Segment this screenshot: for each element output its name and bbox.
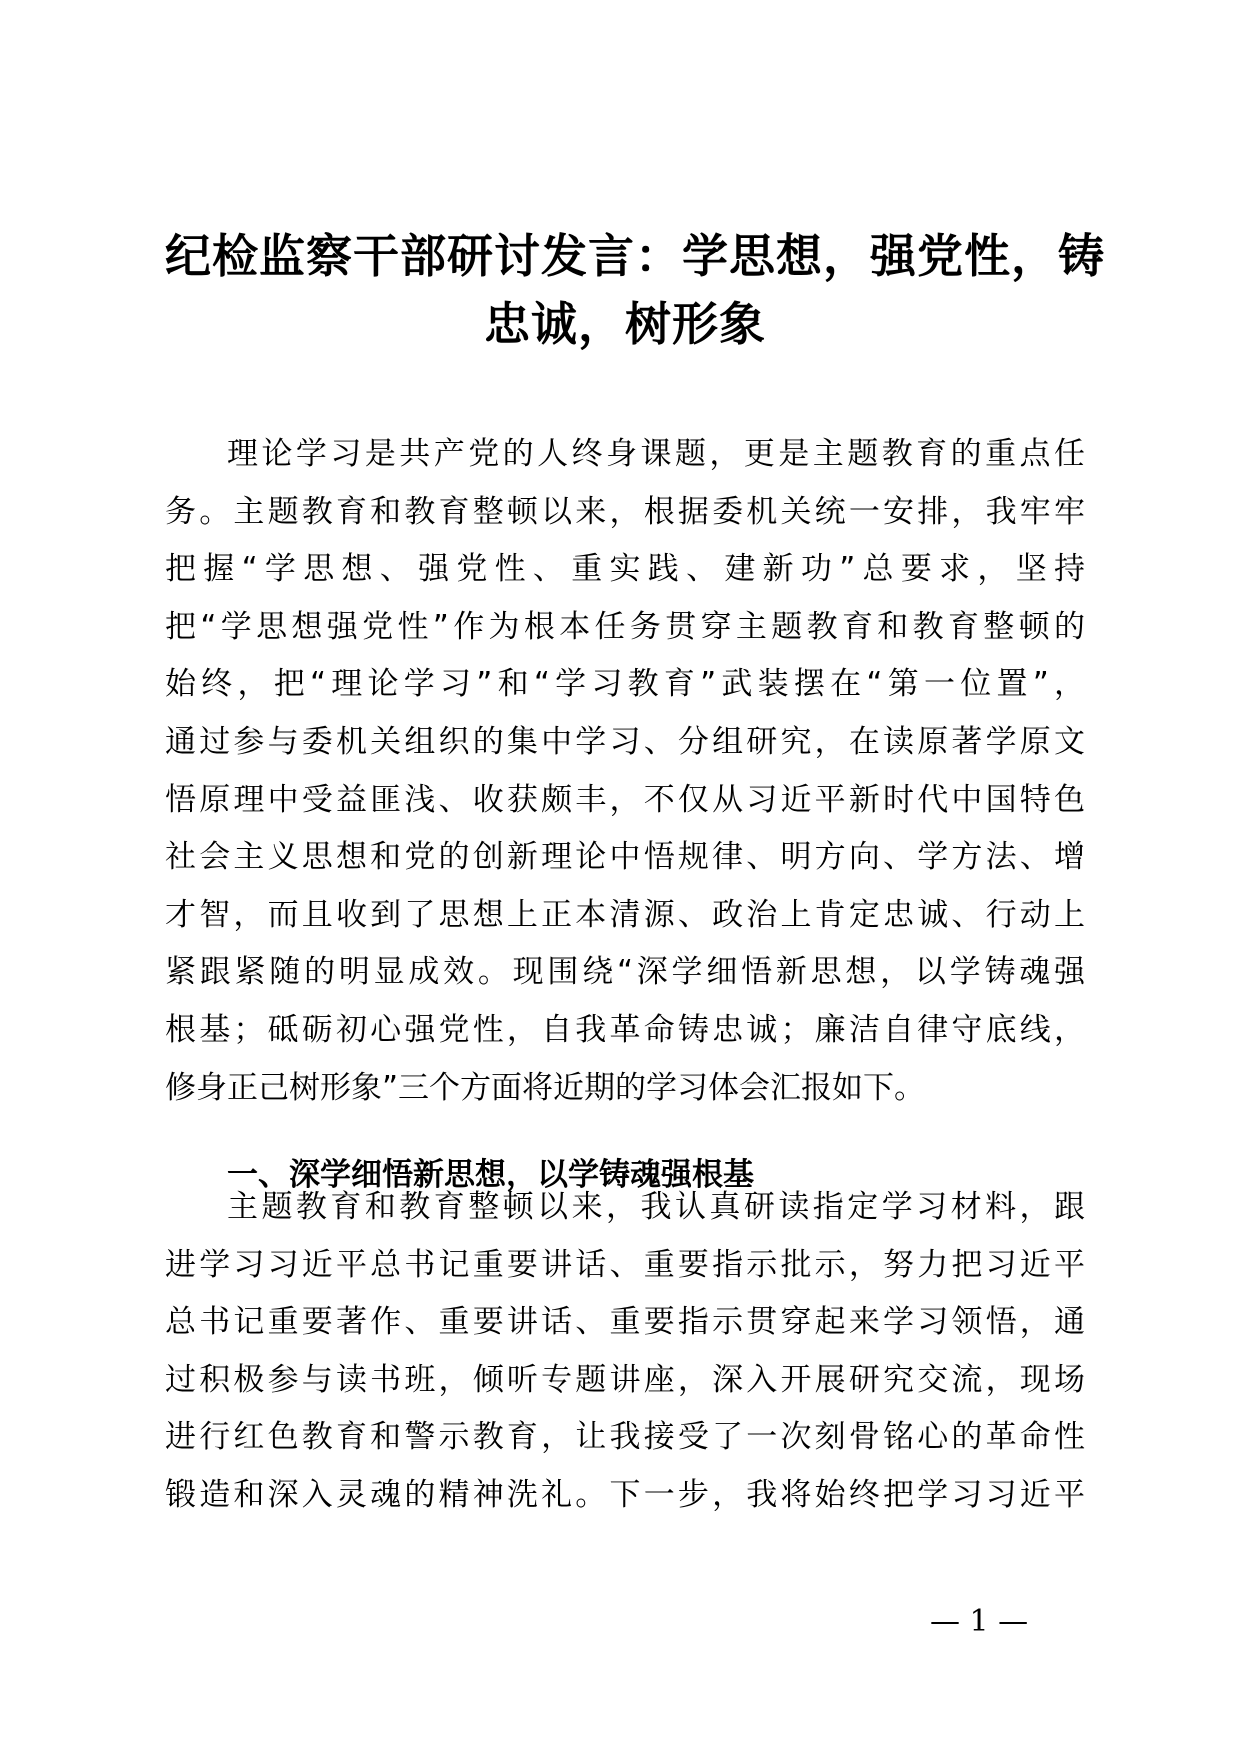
paragraph-section-1 [165,1179,1085,1525]
text-line: 理论学习是共产党的人终身课题，更是主题教育的重点任 [227,436,1085,472]
text-line: 进学习习近平总书记重要讲话、重要指示批示，努力把习近平 [165,1246,1085,1283]
text-line: 根基；砥砺初心强党性，自我革命铸忠诚；廉洁自律守底线， [165,1011,1085,1048]
text-line: 主题教育和教育整顿以来，我认真研读指定学习材料，跟 [227,1189,1085,1225]
document-title [165,222,1105,358]
text-line: 悟原理中受益匪浅、收获颇丰，不仅从习近平新时代中国特色 [165,781,1085,818]
text-line: 过积极参与读书班，倾听专题讲座，深入开展研究交流，现场 [165,1361,1085,1398]
title-line: 纪检监察干部研讨发言：学思想，强党性，铸 [165,229,1105,283]
text-line: 才智，而且收到了思想上正本清源、政治上肯定忠诚、行动上 [165,896,1085,933]
text-line: 务。主题教育和教育整顿以来，根据委机关统一安排，我牢牢 [165,493,1085,530]
text-line: 把“学思想强党性”作为根本任务贯穿主题教育和教育整顿的 [165,608,1085,645]
text-line: 始终，把“理论学习”和“学习教育”武装摆在“第一位置”， [165,666,1085,703]
title-line: 忠诚，树形象 [484,297,766,351]
paragraph-intro [165,426,1085,1117]
text-line: 社会主义思想和党的创新理论中悟规律、明方向、学方法、增 [165,839,1085,876]
text-line: 总书记重要著作、重要讲话、重要指示贯穿起来学习领悟，通 [165,1304,1085,1341]
page-number: — 1 — [930,1604,1029,1639]
text-line: 修身正己树形象”三个方面将近期的学习体会汇报如下。 [165,1069,926,1106]
section-heading: 一、深学细悟新思想，以学铸魂强根基 [227,1156,754,1193]
text-line: 进行红色教育和警示教育，让我接受了一次刻骨铭心的革命性 [165,1419,1085,1456]
text-line: 把握“学思想、强党性、重实践、建新功”总要求，坚持 [165,551,1085,588]
text-line: 通过参与委机关组织的集中学习、分组研究，在读原著学原文 [165,723,1085,760]
text-line: 锻造和深入灵魂的精神洗礼。下一步，我将始终把学习习近平 [165,1476,1085,1513]
text-line: 紧跟紧随的明显成效。现围绕“深学细悟新思想，以学铸魂强 [165,954,1085,991]
